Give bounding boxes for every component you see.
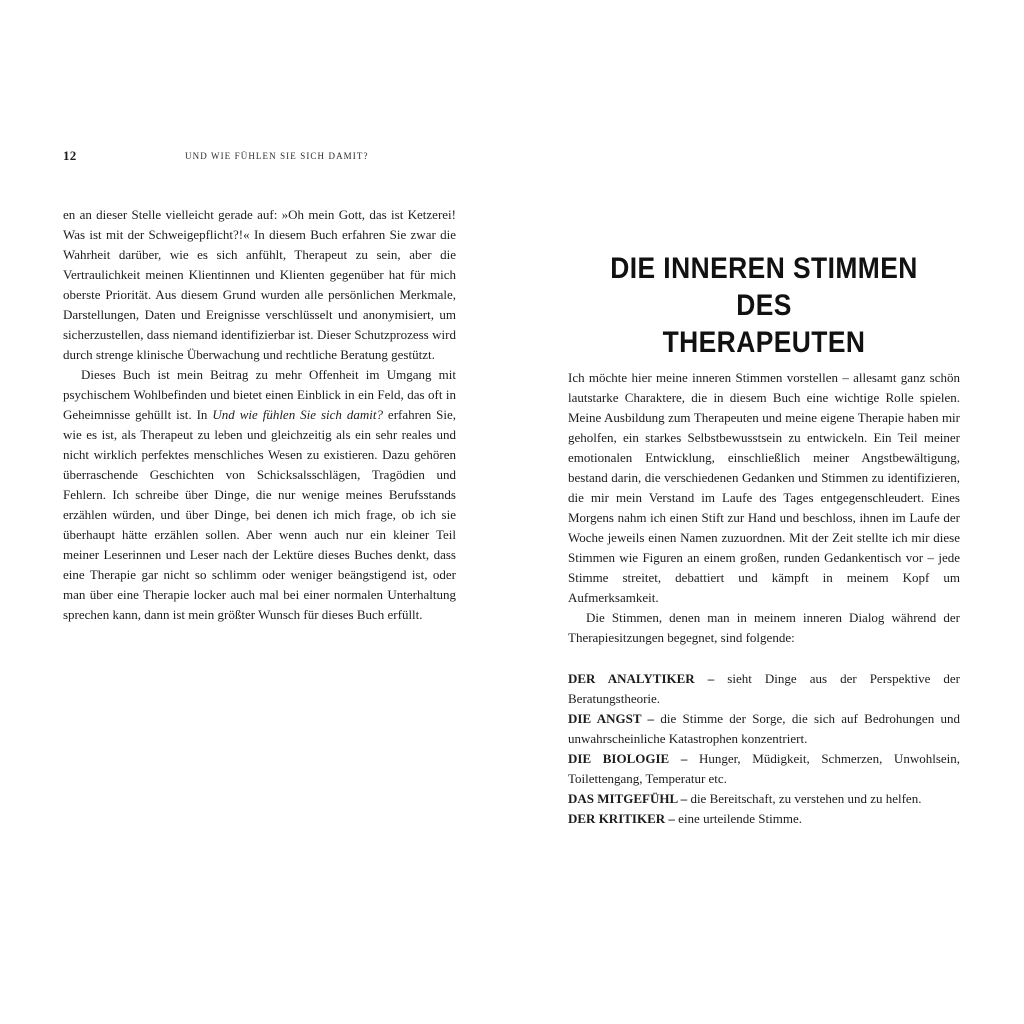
running-header: UND WIE FÜHLEN SIE SICH DAMIT? <box>185 151 369 161</box>
voice-entry <box>568 809 960 829</box>
voice-name: DER KRITIKER – <box>568 811 675 826</box>
voice-description: die Stimme der Sorge, die sich auf Bedrohungen und unwahrscheinliche Katastrophen konzentriert. <box>568 711 961 746</box>
chapter-title-line-2: THERAPEUTEN <box>662 326 866 359</box>
left-page-body <box>63 205 456 625</box>
right-page-body <box>568 368 960 829</box>
left-paragraph-2-text: Dieses Buch ist mein Beitrag zu mehr Offenheit im Umgang mit psychischem Wohlbefinden und bietet einen Einblick in ein Feld, das oft in Geheimnisse gehüllt ist. In <box>63 367 456 422</box>
inner-voices-list <box>568 669 960 829</box>
voice-description: sieht Dinge aus der Perspektive der Beratungstheorie. <box>568 671 960 706</box>
chapter-title <box>592 250 937 361</box>
voice-description: die Bereitschaft, zu verstehen und zu helfen. <box>690 791 922 806</box>
voice-entry <box>568 789 960 809</box>
page-number: 12 <box>63 148 77 163</box>
left-paragraph-2 <box>63 365 456 625</box>
voice-entry <box>568 749 960 789</box>
voice-entry <box>568 669 960 709</box>
voice-description: eine urteilende Stimme. <box>678 811 802 826</box>
left-paragraph-1: en an dieser Stelle vielleicht gerade auf: »Oh mein Gott, das ist Ketzerei! Was ist mit der Schweigepflicht?!« In diesem Buch erfahren Sie zwar die Wahrheit darüber, wie es sich anfühlt, Therapeut zu sein, aber die Vertraulichkeit meinen Klientinnen und Klienten gegenüber hat für mich oberste Priorität. Aus diesem Grund wurden alle persönlichen Merkmale, Darstellungen, Daten und Ereignisse verschlüsselt und anonymisiert, um sicherzustellen, dass niemand identifizierbar ist. Dieser Schutzprozess wird durch strenge klinische Überwachung und rechtliche Beratung gestützt. <box>63 207 456 362</box>
voice-name: DIE ANGST – <box>568 711 655 726</box>
voice-name: DER ANALYTIKER – <box>568 671 715 686</box>
book-title-italic: Und wie fühlen Sie sich damit? <box>212 407 383 422</box>
chapter-title-line-1: DIE INNEREN STIMMEN DES <box>610 252 918 322</box>
right-paragraph-1: Ich möchte hier meine inneren Stimmen vorstellen – allesamt ganz schön lautstarke Charaktere, die in diesem Buch eine wichtige Rolle spielen. Meine Ausbildung zum Therapeuten und meine eigene Therapie haben mir geholfen, ein starkes Selbstbewusstsein zu entwickeln. Ein Teil meiner emotionalen Entwicklung, einschließlich meiner Angstbewältigung, bestand darin, die verschiedenen Gedanken und Stimmen zu identifizieren, die mir mein Verstand im Laufe des Tages entgegenschleudert. Eines Morgens nahm ich einen Stift zur Hand und beschloss, ihnen im Laufe der Woche jeweils einen Namen zuzuordnen. Mit der Zeit stellte ich mir diese Stimmen wie Figuren an einem großen, runden Gedankentisch vor – jede Stimme streitet, debattiert und kämpft in meinem Kopf um Aufmerksamkeit. <box>568 370 960 605</box>
left-paragraph-2-text-continued: erfahren Sie, wie es ist, als Therapeut zu leben und gleichzeitig als ein sehr reales und nicht wirklich perfektes menschliches Wesen zu existieren. Dazu gehören überraschende Geschichten von Schicksalsschlägen, Tragödien und Fehlern. Ich schreibe über Dinge, die nur wenige meines Berufsstands erzählen würden, und über Dinge, bei denen ich mich frage, ob ich sie überhaupt hätte erzählen sollen. Aber wenn auch nur ein kleiner Teil meiner Leserinnen und Leser nach der Lektüre dieses Buches denkt, dass eine Therapie gar nicht so schlimm oder weniger beängstigend ist, oder man über eine Therapie locker auch mal bei einer normalen Unterhaltung sprechen kann, dann ist mein größter Wunsch für dieses Buch erfüllt. <box>63 407 457 622</box>
right-paragraph-2: Die Stimmen, denen man in meinem inneren Dialog während der Therapiesitzungen begegnet, sind folgende: <box>568 610 960 645</box>
voice-name: DAS MITGEFÜHL – <box>568 791 688 806</box>
voice-description: Hunger, Müdigkeit, Schmerzen, Unwohlsein, Toilettengang, Temperatur etc. <box>568 751 961 786</box>
voice-entry <box>568 709 960 749</box>
voice-name: DIE BIOLOGIE – <box>568 751 688 766</box>
